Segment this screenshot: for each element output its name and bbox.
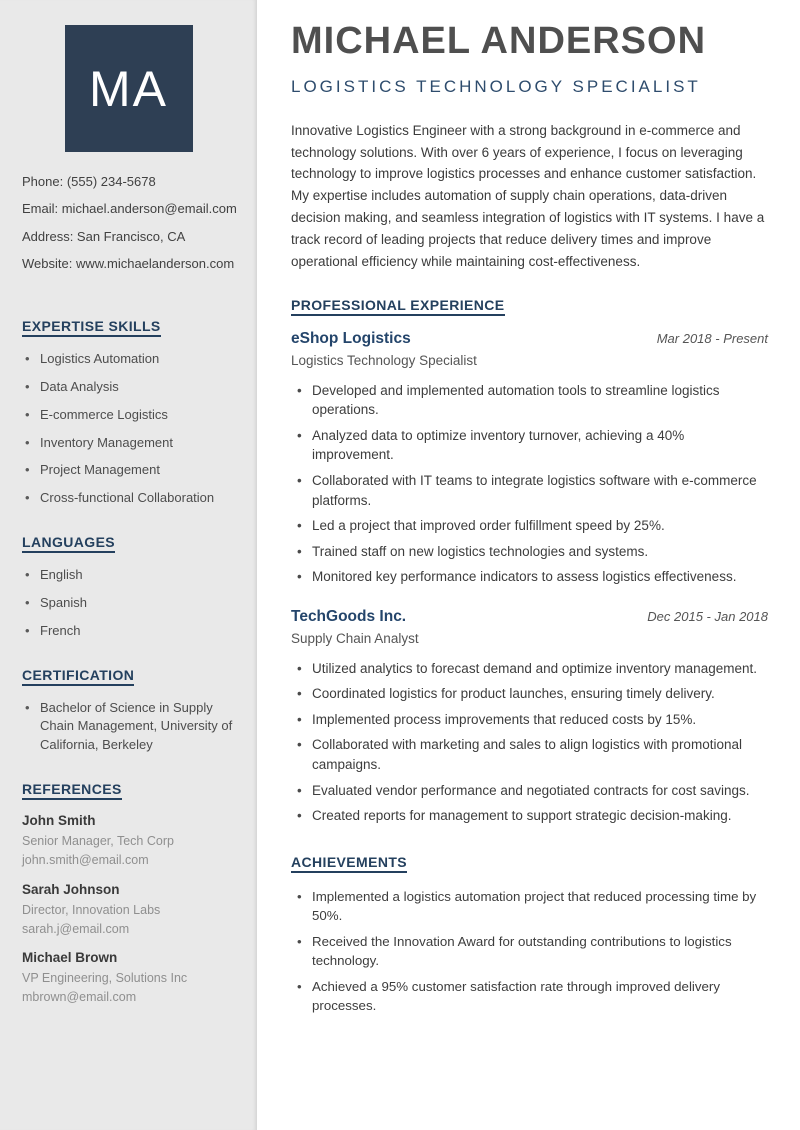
- job-bullet: • Implemented process improvements that reduced costs by 15%.: [291, 710, 768, 730]
- language-item: • English: [22, 566, 235, 585]
- certification-list: [22, 699, 235, 756]
- job-bullet-list: [291, 659, 768, 826]
- contact-email: Email: michael.anderson@email.com: [22, 201, 237, 217]
- references-heading: REFERENCES: [22, 781, 235, 797]
- achievements-list: [291, 887, 768, 1016]
- job-bullet: • Utilized analytics to forecast demand and optimize inventory management.: [291, 659, 768, 679]
- job-role: Logistics Technology Specialist: [291, 352, 477, 368]
- experience-heading: PROFESSIONAL EXPERIENCE: [291, 297, 768, 313]
- experience-section: [291, 297, 768, 826]
- reference-role: Senior Manager, Tech Corp: [22, 834, 174, 849]
- skill-item: • Logistics Automation: [22, 350, 235, 369]
- company-name: eShop Logistics: [291, 329, 411, 347]
- reference-person: [22, 882, 235, 938]
- reference-person: [22, 950, 235, 1006]
- achievement-item: • Implemented a logistics automation project that reduced processing time by 50%.: [291, 887, 768, 926]
- skill-item: • E-commerce Logistics: [22, 406, 235, 425]
- job-bullet: • Trained staff on new logistics technologies and systems.: [291, 542, 768, 562]
- contact-phone: Phone: (555) 234-5678: [22, 174, 156, 189]
- reference-name: John Smith: [22, 813, 96, 829]
- job-entry: [291, 608, 768, 826]
- job-header: [291, 608, 768, 626]
- job-header: [291, 330, 768, 348]
- skill-item: • Project Management: [22, 461, 235, 480]
- reference-person: [22, 813, 235, 869]
- main-content: [257, 0, 800, 1130]
- avatar: [65, 25, 193, 152]
- reference-role: VP Engineering, Solutions Inc: [22, 971, 188, 986]
- skill-item: • Inventory Management: [22, 434, 235, 453]
- job-bullet: • Monitored key performance indicators to assess logistics effectiveness.: [291, 567, 768, 587]
- certification-item: • Bachelor of Science in Supply Chain Management, University of California, Berkeley: [22, 699, 235, 756]
- reference-name: Michael Brown: [22, 950, 118, 966]
- languages-heading: LANGUAGES: [22, 534, 235, 550]
- job-bullet-list: [291, 381, 768, 587]
- job-title-subheading: LOGISTICS TECHNOLOGY SPECIALIST: [291, 76, 701, 96]
- references-list: [22, 813, 235, 1006]
- achievements-heading: ACHIEVEMENTS: [291, 854, 768, 870]
- skill-item: • Data Analysis: [22, 378, 235, 397]
- company-name: TechGoods Inc.: [291, 607, 407, 625]
- job-role: Supply Chain Analyst: [291, 630, 419, 646]
- contact-address: Address: San Francisco, CA: [22, 228, 186, 244]
- reference-email: john.smith@email.com: [22, 853, 149, 868]
- achievement-item: • Received the Innovation Award for outstanding contributions to logistics technology.: [291, 932, 768, 971]
- certification-heading: CERTIFICATION: [22, 667, 235, 683]
- reference-email: mbrown@email.com: [22, 990, 137, 1005]
- sidebar: [0, 0, 257, 1130]
- reference-name: Sarah Johnson: [22, 881, 120, 897]
- reference-email: sarah.j@email.com: [22, 921, 130, 936]
- job-bullet: • Created reports for management to support strategic decision-making.: [291, 806, 768, 826]
- avatar-initials: MA: [89, 60, 168, 117]
- job-entry: [291, 330, 768, 587]
- language-item: • Spanish: [22, 594, 235, 613]
- job-bullet: • Analyzed data to optimize inventory turnover, achieving a 40% improvement.: [291, 426, 768, 465]
- contact-website: Website: www.michaelanderson.com: [22, 255, 235, 271]
- page-title: MICHAEL ANDERSON: [291, 20, 707, 62]
- job-bullet: • Coordinated logistics for product launches, ensuring timely delivery.: [291, 684, 768, 704]
- languages-list: [22, 566, 235, 641]
- summary-paragraph: Innovative Logistics Engineer with a strong background in e-commerce and technology solutions. With over 6 years of experience, I focus on leveraging technology to improve logistics processes and enhance customer satisfaction. My expertise includes automation of supply chain operations, data-driven decision making, and seamless integration of logistics with IT systems. I have a track record of leading projects that reduce delivery times and improve operational efficiency while maintaining cost-effectiveness.: [291, 122, 765, 269]
- skills-list: [22, 350, 235, 508]
- job-bullet: • Evaluated vendor performance and negotiated contracts for cost savings.: [291, 781, 768, 801]
- job-dates: Dec 2015 - Jan 2018: [647, 608, 768, 624]
- skill-item: • Cross-functional Collaboration: [22, 489, 235, 508]
- achievements-section: [291, 854, 768, 1016]
- job-bullet: • Collaborated with marketing and sales to align logistics with promotional campaigns.: [291, 735, 768, 774]
- job-bullet: • Led a project that improved order fulfillment speed by 25%.: [291, 516, 768, 536]
- achievement-item: • Achieved a 95% customer satisfaction rate through improved delivery processes.: [291, 977, 768, 1016]
- job-dates: Mar 2018 - Present: [656, 330, 768, 346]
- job-bullet: • Developed and implemented automation tools to streamline logistics operations.: [291, 381, 768, 420]
- skills-heading: EXPERTISE SKILLS: [22, 318, 235, 334]
- contact-block: [22, 174, 235, 272]
- reference-role: Director, Innovation Labs: [22, 902, 161, 917]
- language-item: • French: [22, 622, 235, 641]
- job-bullet: • Collaborated with IT teams to integrate logistics software with e-commerce platforms.: [291, 471, 768, 510]
